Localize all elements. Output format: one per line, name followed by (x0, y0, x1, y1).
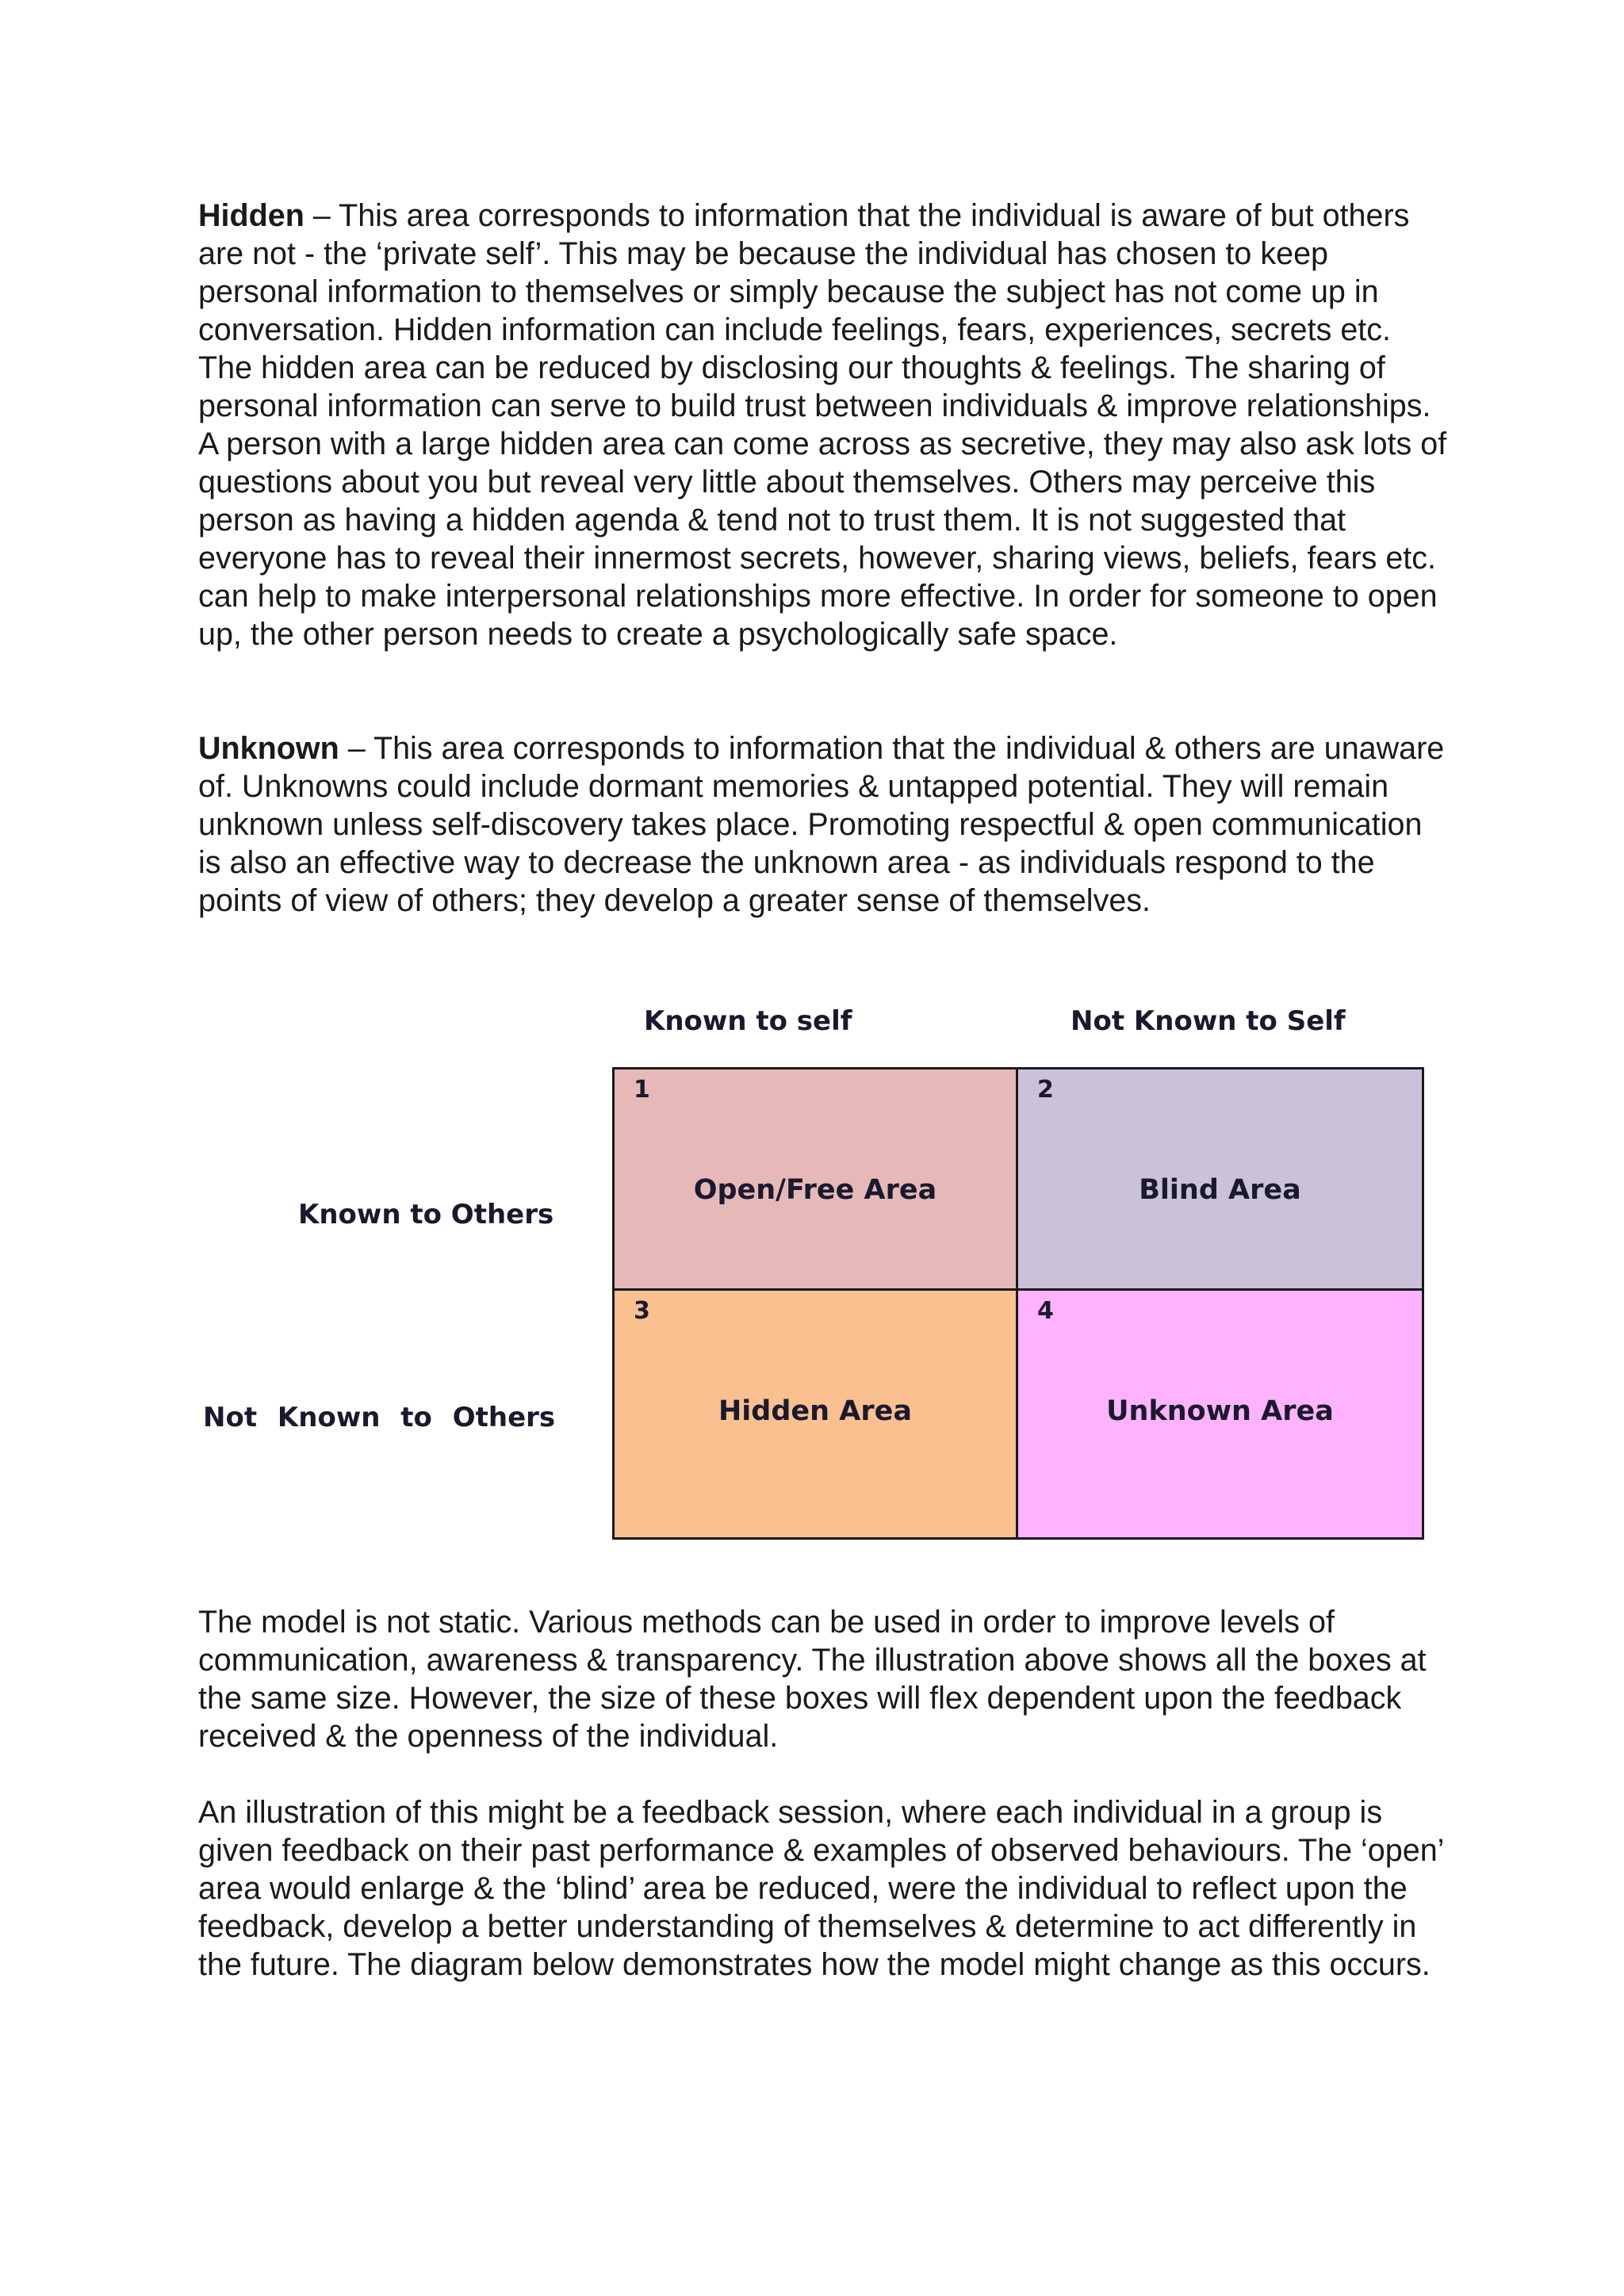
row-label-known-to-others: Known to Others (298, 1199, 554, 1230)
paragraph-unknown (198, 729, 1451, 920)
column-label-not-known-to-self: Not Known to Self (1071, 1005, 1346, 1037)
paragraph-model: The model is not static. Various methods can be used in order to improve levels of communication, awareness & transparency. The illustration above shows all the boxes at the same size. However, the size of these boxes will flex dependent upon the feedback received & the openness of the individual. (198, 1605, 1427, 1754)
text-hidden: – This area corresponds to information that the individual is aware of but others are not - the ‘private self’. This may be because the individual has chosen to keep personal information to themselves or simply because the subject has not come up in conversation. Hidden information can include feelings, fears, experiences, secrets etc. The hidden area can be reduced by disclosing our thoughts & feelings. The sharing of personal information can serve to build trust between individuals & improve relationships. A person with a large hidden area can come across as secretive, they may also ask lots of questions about you but reveal very little about themselves. Others may perceive this person as having a hidden agenda & tend not to trust them. It is not suggested that everyone has to reveal their innermost secrets, however, sharing views, beliefs, fears etc. can help to make interpersonal relationships more effective. In order for someone to open up, the other person needs to create a psychologically safe space. (198, 198, 1447, 652)
cell-label-unknown-area: Unknown Area (1106, 1395, 1334, 1427)
cell-number: 4 (1037, 1297, 1054, 1325)
cell-label-open-area: Open/Free Area (693, 1174, 937, 1206)
text-unknown: – This area corresponds to information that the individual & others are unaware of. Unknowns could include dormant memories & untapped potential. They will remain unknown unless self-discovery takes place. Promoting respectful & open communication is also an effective way to decrease the unknown area - as individuals respond to the points of view of others; they develop a greater sense of themselves. (198, 731, 1445, 918)
term-unknown: Unknown (198, 731, 339, 766)
row-label-not-known-to-others: Not Known to Others (203, 1402, 556, 1433)
cell-label-hidden-area: Hidden Area (718, 1395, 912, 1427)
paragraph-feedback: An illustration of this might be a feedback session, where each individual in a group is given feedback on their past performance & examples of observed behaviours. The ‘open’ area would enlarge & the ‘blind’ area be reduced, were the individual to reflect upon the feedback, develop a better understanding of themselves & determine to act differently in the future. The diagram below demonstrates how the model might change as this occurs. (198, 1795, 1443, 1982)
column-label-known-to-self: Known to self (644, 1005, 852, 1037)
term-hidden: Hidden (198, 198, 304, 233)
cell-open-area (615, 1070, 1018, 1291)
cell-number: 2 (1037, 1076, 1054, 1104)
cell-hidden-area (615, 1291, 1018, 1537)
cell-blind-area (1018, 1070, 1422, 1291)
cell-number: 1 (634, 1076, 650, 1104)
paragraph-hidden (198, 197, 1451, 653)
cell-number: 3 (634, 1297, 650, 1325)
cell-unknown-area (1018, 1291, 1422, 1537)
johari-grid (612, 1067, 1424, 1540)
cell-label-blind-area: Blind Area (1139, 1174, 1301, 1206)
